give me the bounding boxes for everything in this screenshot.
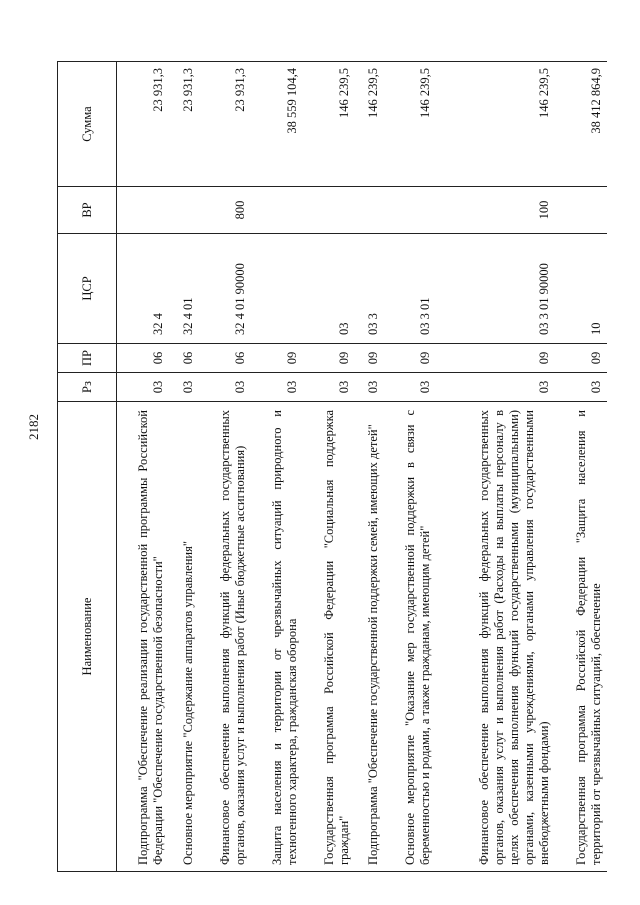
row-vr (303, 187, 355, 234)
row-sum: 23 931,3 (199, 62, 251, 187)
header-vr: ВР (58, 187, 117, 234)
row-pr: 09 (251, 344, 303, 373)
header-csr: ЦСР (58, 234, 117, 344)
row-vr: 100 (436, 187, 555, 234)
header-name: Наименование (58, 402, 117, 872)
row-rz: 03 (169, 373, 199, 402)
header-sum: Сумма (58, 62, 117, 187)
row-rz: 03 (117, 373, 170, 402)
row-csr: 03 3 01 (384, 234, 436, 344)
row-rz: 03 (355, 373, 385, 402)
row-vr (384, 187, 436, 234)
row-sum: 38 559 104,4 (251, 62, 303, 187)
table-row (303, 62, 355, 872)
row-vr (169, 187, 199, 234)
row-sum: 23 931,3 (117, 62, 170, 187)
row-csr: 03 (303, 234, 355, 344)
row-pr: 06 (169, 344, 199, 373)
rotated-page (57, 62, 607, 872)
row-rz: 03 (199, 373, 251, 402)
row-vr (117, 187, 170, 234)
row-csr (251, 234, 303, 344)
row-name: Государственная программа Российской Федерации "Защита населения и территорий от чрезвычайных ситуаций, обеспечение (555, 402, 607, 872)
row-rz: 03 (436, 373, 555, 402)
table-row (436, 62, 555, 872)
table-row (555, 62, 607, 872)
row-name: Основное мероприятие "Содержание аппаратов управления" (169, 402, 199, 872)
row-pr: 09 (384, 344, 436, 373)
row-name: Финансовое обеспечение выполнения функций федеральных государственных органов, оказания услуг и выполнения работ (Расходы на выплаты персоналу в целях обеспечения выполнения функций государственными (муниципальными) органами, казенными учреждениями, органами управления государственными внебюджетными фондами) (436, 402, 555, 872)
header-pr: ПР (58, 344, 117, 373)
row-pr: 09 (555, 344, 607, 373)
row-sum: 146 239,5 (303, 62, 355, 187)
row-pr: 06 (117, 344, 170, 373)
row-vr (251, 187, 303, 234)
table-row (251, 62, 303, 872)
header-rz: Рз (58, 373, 117, 402)
row-csr: 32 4 01 (169, 234, 199, 344)
table-header-row (58, 62, 117, 872)
row-vr (555, 187, 607, 234)
row-sum: 38 412 864,9 (555, 62, 607, 187)
row-rz: 03 (384, 373, 436, 402)
row-csr: 03 3 01 90000 (436, 234, 555, 344)
table-row (169, 62, 199, 872)
row-sum: 146 239,5 (436, 62, 555, 187)
row-sum: 23 931,3 (169, 62, 199, 187)
row-name: Финансовое обеспечение выполнения функций федеральных государственных органов, оказания услуг и выполнения работ (Иные бюджетные ассигнования) (199, 402, 251, 872)
row-csr: 32 4 (117, 234, 170, 344)
row-csr: 03 3 (355, 234, 385, 344)
row-name: Основное мероприятие "Оказание мер государственной поддержки в связи с беременностью и родами, а также гражданам, имеющим детей" (384, 402, 436, 872)
row-pr: 09 (303, 344, 355, 373)
row-sum: 146 239,5 (355, 62, 385, 187)
row-pr: 09 (355, 344, 385, 373)
table-row (117, 62, 170, 872)
table-row (355, 62, 385, 872)
row-vr (355, 187, 385, 234)
row-pr: 06 (199, 344, 251, 373)
row-name: Подпрограмма "Обеспечение реализации государственной программы Российской Федерации "Обеспечение государственной безопасности" (117, 402, 170, 872)
table-row (384, 62, 436, 872)
page-number: 2182 (26, 414, 41, 440)
row-sum: 146 239,5 (384, 62, 436, 187)
row-rz: 03 (251, 373, 303, 402)
row-rz: 03 (555, 373, 607, 402)
row-csr: 10 (555, 234, 607, 344)
row-vr: 800 (199, 187, 251, 234)
row-rz: 03 (303, 373, 355, 402)
row-name: Защита населения и территории от чрезвычайных ситуаций природного и техногенного характера, гражданская оборона (251, 402, 303, 872)
table-row (199, 62, 251, 872)
row-name: Государственная программа Российской Федерации "Социальная поддержка граждан" (303, 402, 355, 872)
row-csr: 32 4 01 90000 (199, 234, 251, 344)
budget-table (57, 61, 607, 872)
row-name: Подпрограмма "Обеспечение государственной поддержки семей, имеющих детей" (355, 402, 385, 872)
row-pr: 09 (436, 344, 555, 373)
